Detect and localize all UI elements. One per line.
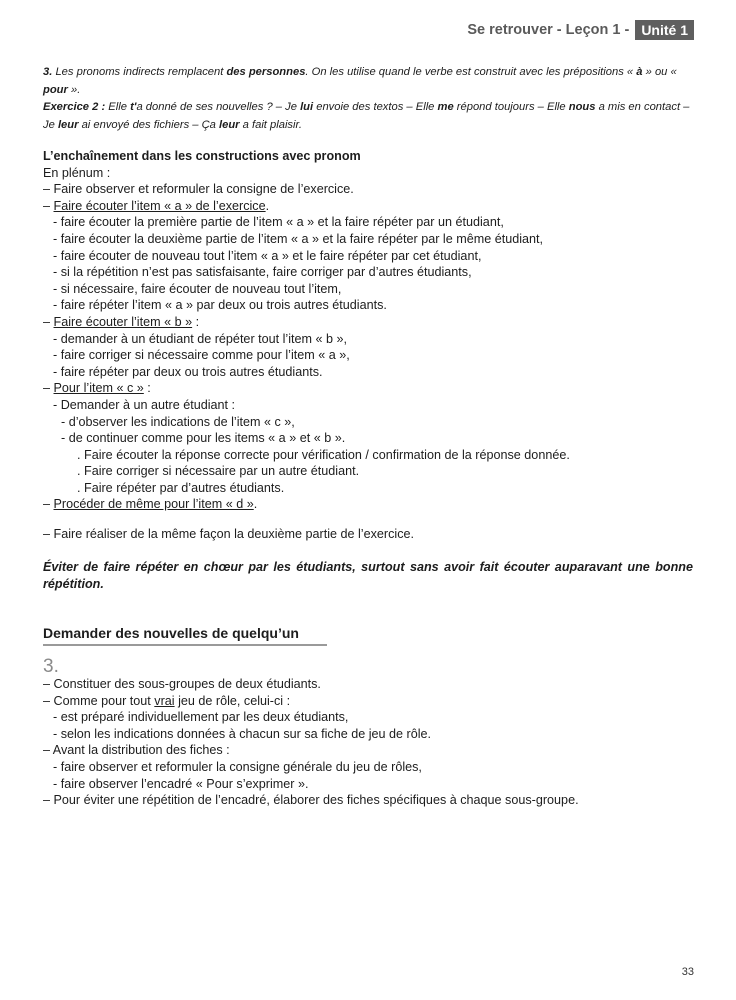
- text: jeu de rôle, celui-ci :: [174, 693, 291, 708]
- note-number: 3.: [43, 66, 53, 78]
- pronouns-note: [43, 64, 698, 99]
- list-item: – Avant la distribution des fiches :: [43, 743, 230, 758]
- underlined-step: Faire écouter l’item « a » de l’exercice: [53, 198, 266, 213]
- list-item: – Faire observer et reformuler la consigne de l’exercice.: [43, 182, 354, 197]
- text: – Comme pour tout: [43, 693, 155, 708]
- unit-badge: Unité 1: [635, 20, 694, 40]
- sub-item: - faire écouter de nouveau tout l’item « a » et le faire répéter par cet étudiant,: [53, 248, 482, 263]
- list-item: [43, 314, 708, 331]
- punct: .: [265, 198, 270, 213]
- sub-item: - selon les indications données à chacun sur sa fiche de jeu de rôle.: [53, 726, 432, 741]
- second-part-instruction: – Faire réaliser de la même façon la deuxième partie de l’exercice.: [43, 527, 414, 541]
- section-intro: En plénum :: [43, 165, 111, 180]
- sub-item: - faire écouter la deuxième partie de l’item « a » et la faire répéter par le même étudiant,: [53, 231, 544, 246]
- exercise-text: répond toujours – Elle: [453, 101, 569, 113]
- list-item: [43, 380, 708, 397]
- section-title: L’enchaînement dans les constructions avec pronom: [43, 149, 361, 163]
- underlined-step: Procéder de même pour l’item « d »: [53, 497, 254, 512]
- dash: –: [43, 381, 54, 396]
- warning-note: Éviter de faire répéter en chœur par les étudiants, surtout sans avoir fait écouter auparavant une bonne répétition.: [43, 560, 693, 591]
- dash: –: [43, 198, 54, 213]
- punct: :: [192, 314, 200, 329]
- demander-section-title: Demander des nouvelles de quelqu’un: [43, 625, 299, 641]
- exercise-2-answers: [43, 99, 698, 134]
- exercise-text: Elle: [105, 101, 131, 113]
- exercise-text: a mis en contact – Je: [43, 101, 690, 131]
- sub-item: - faire observer et reformuler la consigne générale du jeu de rôles,: [53, 759, 422, 774]
- note-text: . On les utilise quand le verbe est construit avec les prépositions «: [305, 66, 637, 78]
- note-text: Les pronoms indirects remplacent: [52, 66, 227, 78]
- list-item: – Pour éviter une répétition de l’encadré, élaborer des fiches spécifiques à chaque sous-groupe.: [43, 793, 579, 808]
- enchainement-section: [43, 148, 708, 513]
- punct: :: [143, 381, 151, 396]
- sub-item: - faire corriger si nécessaire comme pour l’item « a »,: [53, 348, 350, 363]
- note-bold: pour: [43, 83, 68, 96]
- exercise-text: a fait plaisir.: [239, 118, 302, 131]
- exercise-bold: leur: [57, 118, 79, 131]
- list-item: [43, 693, 708, 710]
- title-underline: [43, 644, 327, 646]
- punct: .: [253, 497, 258, 512]
- dot-item: . Faire corriger si nécessaire par un autre étudiant.: [77, 464, 360, 479]
- dash: –: [43, 314, 54, 329]
- exercise-label: Exercice 2 :: [43, 101, 106, 113]
- page-number: 33: [681, 966, 694, 978]
- underlined-step: Pour l’item « c »: [53, 381, 144, 396]
- underlined-word: vrai: [154, 693, 175, 708]
- exercise-bold: nous: [568, 101, 596, 113]
- note-bold: à: [636, 66, 643, 78]
- sub-item: - faire répéter par deux ou trois autres étudiants.: [53, 364, 323, 379]
- list-item: – Constituer des sous-groupes de deux étudiants.: [43, 677, 321, 691]
- note-bold: des personnes: [226, 66, 306, 78]
- sub-item: - Demander à un autre étudiant :: [53, 397, 236, 412]
- exercise-text: a donné de ses nouvelles ? – Je: [136, 101, 301, 113]
- sub-item: - faire observer l’encadré « Pour s’exprimer ».: [53, 776, 309, 791]
- sub-sub-item: - de continuer comme pour les items « a » et « b ».: [61, 431, 346, 446]
- sub-item: - si nécessaire, faire écouter de nouveau tout l’item,: [53, 281, 342, 296]
- note-text: » ou «: [642, 66, 677, 78]
- header-title: Se retrouver - Leçon 1 -: [467, 22, 630, 38]
- list-item: [43, 496, 708, 513]
- sub-sub-item: - d’observer les indications de l’item « c »,: [61, 414, 295, 429]
- exercise-bold: lui: [300, 101, 314, 113]
- dot-item: . Faire répéter par d’autres étudiants.: [77, 480, 285, 495]
- exercise-bold: me: [437, 101, 454, 113]
- underlined-step: Faire écouter l’item « b »: [53, 314, 193, 329]
- page-header: [467, 20, 694, 40]
- activity-number: 3.: [43, 656, 59, 677]
- sub-item: - faire écouter la première partie de l’item « a » et la faire répéter par un étudiant,: [53, 215, 504, 230]
- sub-item: - demander à un étudiant de répéter tout l’item « b »,: [53, 331, 348, 346]
- sub-item: - est préparé individuellement par les deux étudiants,: [53, 710, 349, 725]
- exercise-text: ai envoyé des fichiers – Ça: [78, 118, 220, 131]
- dash: –: [43, 497, 54, 512]
- exercise-bold: t': [130, 101, 137, 113]
- exercise-text: envoie des textos – Elle: [313, 101, 438, 113]
- sub-item: - si la répétition n’est pas satisfaisante, faire corriger par d’autres étudiants,: [53, 265, 472, 280]
- exercise-bold: leur: [219, 118, 240, 131]
- sub-item: - faire répéter l’item « a » par deux ou trois autres étudiants.: [53, 298, 387, 313]
- activity-3-section: [43, 676, 708, 809]
- note-text: ».: [67, 83, 81, 96]
- dot-item: . Faire écouter la réponse correcte pour vérification / confirmation de la réponse donnée.: [77, 447, 570, 462]
- list-item: [43, 198, 708, 215]
